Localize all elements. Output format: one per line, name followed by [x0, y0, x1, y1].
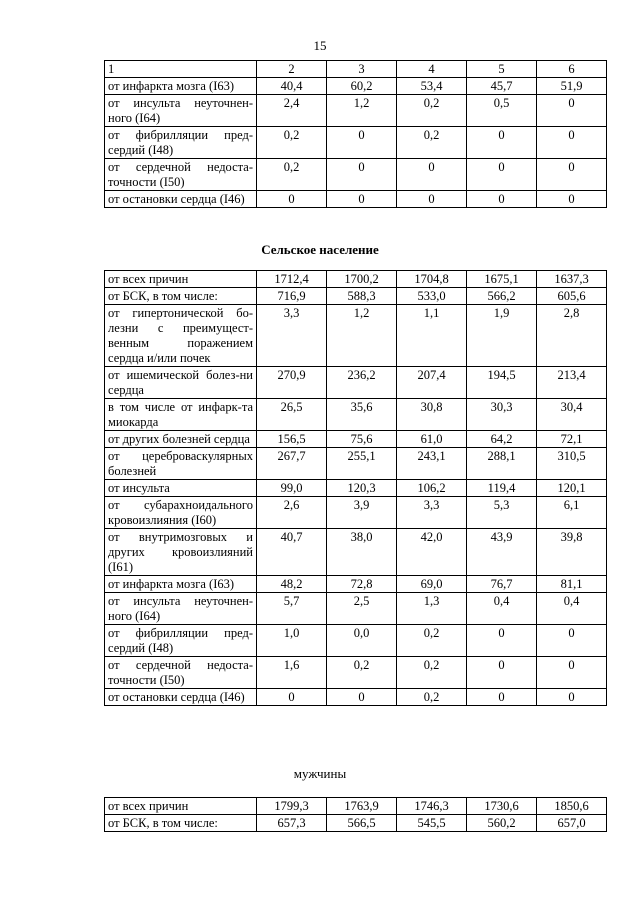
table-row — [105, 305, 607, 367]
value-cell: 30,4 — [537, 399, 607, 431]
value-cell: 0 — [467, 191, 537, 208]
table-row — [105, 593, 607, 625]
header-cell: 6 — [537, 61, 607, 78]
value-cell: 566,5 — [327, 815, 397, 832]
value-cell: 120,1 — [537, 480, 607, 497]
value-cell: 99,0 — [257, 480, 327, 497]
value-cell: 0 — [327, 159, 397, 191]
value-cell: 0,4 — [537, 593, 607, 625]
value-cell: 1746,3 — [397, 798, 467, 815]
value-cell: 0 — [467, 689, 537, 706]
value-cell: 0 — [537, 625, 607, 657]
table-men — [104, 797, 607, 832]
value-cell: 0,2 — [327, 657, 397, 689]
value-cell: 1,9 — [467, 305, 537, 367]
value-cell: 0 — [327, 127, 397, 159]
value-cell: 0 — [537, 127, 607, 159]
value-cell: 1675,1 — [467, 271, 537, 288]
value-cell: 6,1 — [537, 497, 607, 529]
value-cell: 1,0 — [257, 625, 327, 657]
value-cell: 0 — [397, 191, 467, 208]
value-cell: 42,0 — [397, 529, 467, 576]
table-header-row — [105, 61, 607, 78]
section-heading-men: мужчины — [293, 766, 347, 781]
value-cell: 76,7 — [467, 576, 537, 593]
value-cell: 30,8 — [397, 399, 467, 431]
value-cell: 545,5 — [397, 815, 467, 832]
value-cell: 657,3 — [257, 815, 327, 832]
row-label-cell: от других болезней сердца — [105, 431, 257, 448]
header-cell: 2 — [257, 61, 327, 78]
value-cell: 270,9 — [257, 367, 327, 399]
table-row — [105, 127, 607, 159]
row-label-cell: от БСК, в том числе: — [105, 815, 257, 832]
value-cell: 2,6 — [257, 497, 327, 529]
value-cell: 0 — [467, 625, 537, 657]
value-cell: 40,7 — [257, 529, 327, 576]
table-row — [105, 271, 607, 288]
row-label-cell: от инфаркта мозга (I63) — [105, 576, 257, 593]
value-cell: 2,4 — [257, 95, 327, 127]
row-label-cell: от инфаркта мозга (I63) — [105, 78, 257, 95]
value-cell: 1,2 — [327, 305, 397, 367]
value-cell: 43,9 — [467, 529, 537, 576]
value-cell: 64,2 — [467, 431, 537, 448]
value-cell: 0,0 — [327, 625, 397, 657]
value-cell: 26,5 — [257, 399, 327, 431]
value-cell: 0 — [257, 689, 327, 706]
row-label-cell: от всех причин — [105, 798, 257, 815]
table-row — [105, 159, 607, 191]
value-cell: 0,2 — [257, 159, 327, 191]
row-label-cell: от фибрилляции пред-сердий (I48) — [105, 127, 257, 159]
value-cell: 0,2 — [397, 657, 467, 689]
value-cell: 40,4 — [257, 78, 327, 95]
value-cell: 60,2 — [327, 78, 397, 95]
value-cell: 5,3 — [467, 497, 537, 529]
table-row — [105, 689, 607, 706]
value-cell: 39,8 — [537, 529, 607, 576]
value-cell: 0,2 — [397, 689, 467, 706]
value-cell: 0 — [257, 191, 327, 208]
row-label-cell: от инсульта неуточнен-ного (I64) — [105, 593, 257, 625]
value-cell: 0,4 — [467, 593, 537, 625]
value-cell: 0,2 — [397, 127, 467, 159]
value-cell: 1,6 — [257, 657, 327, 689]
value-cell: 38,0 — [327, 529, 397, 576]
value-cell: 0 — [327, 191, 397, 208]
value-cell: 45,7 — [467, 78, 537, 95]
value-cell: 716,9 — [257, 288, 327, 305]
table-row — [105, 497, 607, 529]
table-row — [105, 798, 607, 815]
value-cell: 0,5 — [467, 95, 537, 127]
value-cell: 106,2 — [397, 480, 467, 497]
value-cell: 288,1 — [467, 448, 537, 480]
value-cell: 5,7 — [257, 593, 327, 625]
value-cell: 0 — [537, 689, 607, 706]
value-cell: 120,3 — [327, 480, 397, 497]
value-cell: 35,6 — [327, 399, 397, 431]
table-row — [105, 95, 607, 127]
row-label-cell: от сердечной недоста-точности (I50) — [105, 657, 257, 689]
value-cell: 51,9 — [537, 78, 607, 95]
value-cell: 3,3 — [257, 305, 327, 367]
row-label-cell: от субарахноидального кровоизлияния (I60) — [105, 497, 257, 529]
table-row — [105, 448, 607, 480]
value-cell: 0 — [467, 127, 537, 159]
header-cell: 1 — [105, 61, 257, 78]
row-label-cell: от фибрилляции пред-сердий (I48) — [105, 625, 257, 657]
row-label-cell: в том числе от инфарк-та миокарда — [105, 399, 257, 431]
value-cell: 0,2 — [257, 127, 327, 159]
table-row — [105, 288, 607, 305]
row-label-cell: от инсульта — [105, 480, 257, 497]
value-cell: 1712,4 — [257, 271, 327, 288]
table-row — [105, 576, 607, 593]
value-cell: 48,2 — [257, 576, 327, 593]
row-label-cell: от внутримозговых и других кровоизлияний (I61) — [105, 529, 257, 576]
value-cell: 255,1 — [327, 448, 397, 480]
value-cell: 0 — [537, 191, 607, 208]
value-cell: 0,2 — [397, 625, 467, 657]
value-cell: 566,2 — [467, 288, 537, 305]
value-cell: 1730,6 — [467, 798, 537, 815]
value-cell: 0 — [537, 95, 607, 127]
table-row — [105, 815, 607, 832]
value-cell: 243,1 — [397, 448, 467, 480]
header-cell: 3 — [327, 61, 397, 78]
value-cell: 236,2 — [327, 367, 397, 399]
value-cell: 61,0 — [397, 431, 467, 448]
value-cell: 0 — [327, 689, 397, 706]
value-cell: 1700,2 — [327, 271, 397, 288]
value-cell: 1763,9 — [327, 798, 397, 815]
row-label-cell: от сердечной недоста-точности (I50) — [105, 159, 257, 191]
table-row — [105, 367, 607, 399]
value-cell: 560,2 — [467, 815, 537, 832]
value-cell: 310,5 — [537, 448, 607, 480]
value-cell: 0 — [397, 159, 467, 191]
value-cell: 30,3 — [467, 399, 537, 431]
value-cell: 1850,6 — [537, 798, 607, 815]
value-cell: 0 — [467, 657, 537, 689]
row-label-cell: от остановки сердца (I46) — [105, 191, 257, 208]
table-row — [105, 191, 607, 208]
row-label-cell: от ишемической болез-ни сердца — [105, 367, 257, 399]
value-cell: 0 — [467, 159, 537, 191]
table-row — [105, 480, 607, 497]
row-label-cell: от всех причин — [105, 271, 257, 288]
value-cell: 1,1 — [397, 305, 467, 367]
value-cell: 657,0 — [537, 815, 607, 832]
value-cell: 1799,3 — [257, 798, 327, 815]
value-cell: 119,4 — [467, 480, 537, 497]
value-cell: 1,2 — [327, 95, 397, 127]
value-cell: 605,6 — [537, 288, 607, 305]
table-row — [105, 657, 607, 689]
value-cell: 207,4 — [397, 367, 467, 399]
table-row — [105, 431, 607, 448]
value-cell: 2,8 — [537, 305, 607, 367]
value-cell: 3,3 — [397, 497, 467, 529]
row-label-cell: от гипертонической бо-лезни с преимущест-венным поражением сердца и/или почек — [105, 305, 257, 367]
row-label-cell: от БСК, в том числе: — [105, 288, 257, 305]
value-cell: 267,7 — [257, 448, 327, 480]
value-cell: 2,5 — [327, 593, 397, 625]
section-heading-rural: Сельское население — [261, 242, 379, 257]
value-cell: 194,5 — [467, 367, 537, 399]
table-row — [105, 625, 607, 657]
page-number: 15 — [313, 38, 327, 53]
value-cell: 3,9 — [327, 497, 397, 529]
header-cell: 5 — [467, 61, 537, 78]
value-cell: 0 — [537, 657, 607, 689]
table-row — [105, 78, 607, 95]
value-cell: 53,4 — [397, 78, 467, 95]
row-label-cell: от цереброваскулярных болезней — [105, 448, 257, 480]
table-row — [105, 399, 607, 431]
value-cell: 1704,8 — [397, 271, 467, 288]
row-label-cell: от остановки сердца (I46) — [105, 689, 257, 706]
table-row — [105, 529, 607, 576]
value-cell: 75,6 — [327, 431, 397, 448]
value-cell: 1637,3 — [537, 271, 607, 288]
value-cell: 0,2 — [397, 95, 467, 127]
value-cell: 213,4 — [537, 367, 607, 399]
value-cell: 72,1 — [537, 431, 607, 448]
value-cell: 588,3 — [327, 288, 397, 305]
value-cell: 0 — [537, 159, 607, 191]
value-cell: 156,5 — [257, 431, 327, 448]
value-cell: 69,0 — [397, 576, 467, 593]
header-cell: 4 — [397, 61, 467, 78]
table-rural — [104, 270, 607, 706]
table-urban-continued — [104, 60, 607, 208]
row-label-cell: от инсульта неуточнен-ного (I64) — [105, 95, 257, 127]
value-cell: 72,8 — [327, 576, 397, 593]
value-cell: 81,1 — [537, 576, 607, 593]
value-cell: 1,3 — [397, 593, 467, 625]
value-cell: 533,0 — [397, 288, 467, 305]
